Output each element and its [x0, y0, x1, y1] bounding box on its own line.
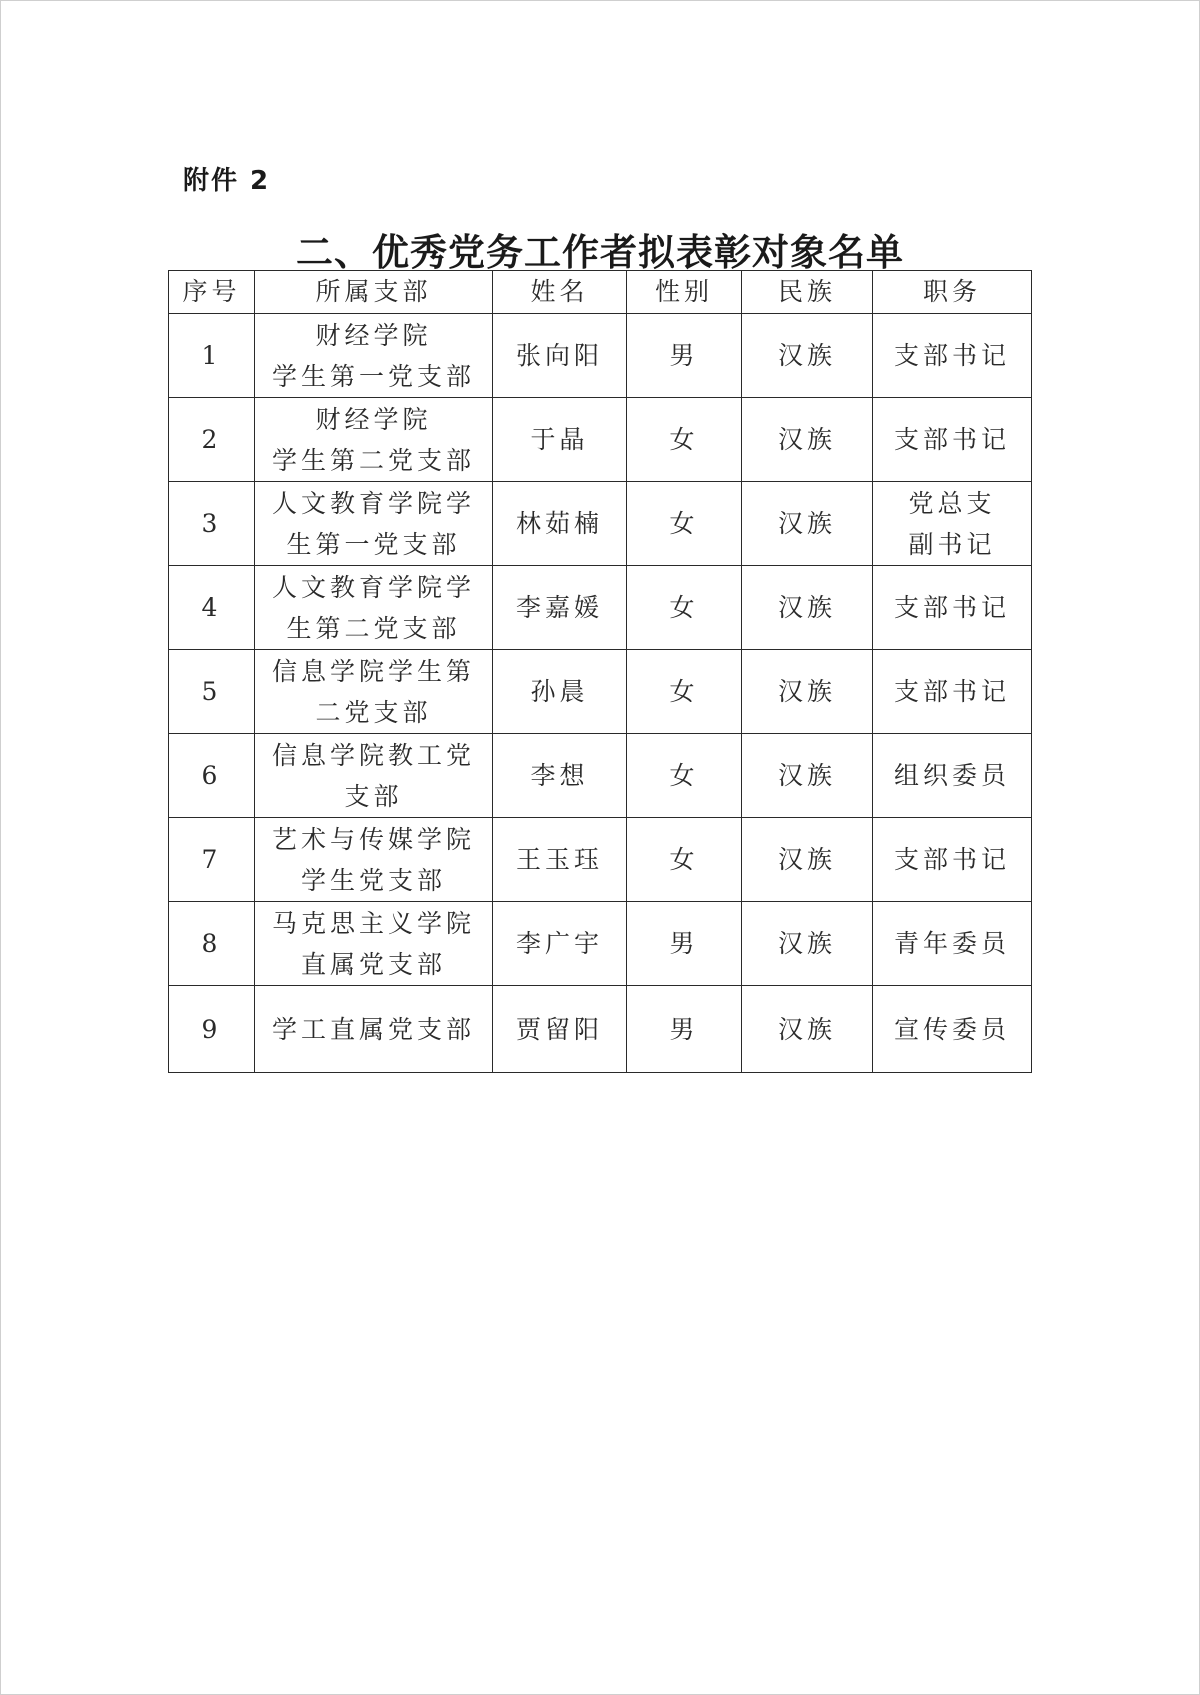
cell-ethnicity: 汉族: [742, 986, 873, 1073]
cell-ethnicity: 汉族: [742, 314, 873, 398]
branch-line: 学生党支部: [300, 865, 446, 895]
cell-ethnicity: 汉族: [742, 650, 873, 734]
branch-line: 直属党支部: [300, 949, 446, 979]
document-title: 二、优秀党务工作者拟表彰对象名单: [296, 231, 904, 274]
table-row: [169, 986, 1032, 1073]
cell-gender: 女: [627, 734, 742, 818]
cell-ethnicity: 汉族: [742, 818, 873, 902]
cell-ethnicity: 汉族: [742, 482, 873, 566]
branch-line: 学生第二党支部: [271, 445, 475, 475]
cell-ethnicity: 汉族: [742, 734, 873, 818]
cell-ethnicity: 汉族: [742, 902, 873, 986]
cell-gender: 女: [627, 482, 742, 566]
cell-branch: [255, 398, 493, 482]
cell-serial-number: 5: [169, 650, 255, 734]
cell-branch: [255, 650, 493, 734]
cell-branch: [255, 986, 493, 1073]
table-row: [169, 818, 1032, 902]
cell-gender: 女: [627, 818, 742, 902]
cell-gender: 女: [627, 398, 742, 482]
position-line: 副书记: [908, 529, 996, 559]
position-line: 支部书记: [893, 845, 1010, 874]
cell-branch: [255, 818, 493, 902]
position-line: 支部书记: [893, 677, 1010, 706]
table-row: [169, 734, 1032, 818]
cell-serial-number: 3: [169, 482, 255, 566]
cell-position: [873, 986, 1032, 1073]
cell-name: 张向阳: [493, 314, 627, 398]
cell-gender: 男: [627, 314, 742, 398]
cell-name: 孙晨: [493, 650, 627, 734]
branch-line: 财经学院: [315, 320, 432, 350]
cell-position: [873, 482, 1032, 566]
cell-branch: [255, 566, 493, 650]
branch-line: 学工直属党支部: [271, 1014, 475, 1044]
cell-gender: 女: [627, 650, 742, 734]
position-line: 党总支: [908, 488, 996, 518]
header-gender: 性别: [627, 271, 742, 314]
cell-gender: 男: [627, 986, 742, 1073]
cell-name: 李广宇: [493, 902, 627, 986]
header-ethnicity: 民族: [742, 271, 873, 314]
branch-line: 二党支部: [315, 697, 432, 727]
cell-ethnicity: 汉族: [742, 398, 873, 482]
branch-line: 财经学院: [315, 404, 432, 434]
cell-serial-number: 7: [169, 818, 255, 902]
cell-serial-number: 2: [169, 398, 255, 482]
table-row: [169, 650, 1032, 734]
header-serial-number: 序号: [169, 271, 255, 314]
cell-gender: 女: [627, 566, 742, 650]
attachment-label: 附件 2: [183, 166, 271, 196]
position-line: 支部书记: [893, 341, 1010, 370]
branch-line: 马克思主义学院: [271, 908, 475, 938]
branch-line: 信息学院教工党: [271, 740, 475, 770]
cell-position: [873, 818, 1032, 902]
branch-line: 人文教育学院学: [271, 572, 475, 602]
cell-name: 林茹楠: [493, 482, 627, 566]
cell-position: [873, 650, 1032, 734]
cell-serial-number: 9: [169, 986, 255, 1073]
awardee-table: [168, 270, 1032, 1073]
header-position: 职务: [873, 271, 1032, 314]
cell-ethnicity: 汉族: [742, 566, 873, 650]
cell-serial-number: 6: [169, 734, 255, 818]
cell-serial-number: 4: [169, 566, 255, 650]
header-branch: 所属支部: [255, 271, 493, 314]
cell-serial-number: 1: [169, 314, 255, 398]
cell-position: [873, 566, 1032, 650]
table-row: [169, 314, 1032, 398]
position-line: 青年委员: [893, 929, 1010, 958]
table-header-row: [169, 271, 1032, 314]
branch-line: 生第一党支部: [286, 529, 461, 559]
cell-gender: 男: [627, 902, 742, 986]
cell-branch: [255, 482, 493, 566]
branch-line: 学生第一党支部: [271, 361, 475, 391]
branch-line: 生第二党支部: [286, 613, 461, 643]
cell-position: [873, 734, 1032, 818]
position-line: 宣传委员: [893, 1014, 1010, 1044]
position-line: 支部书记: [893, 593, 1010, 622]
cell-branch: [255, 734, 493, 818]
cell-serial-number: 8: [169, 902, 255, 986]
branch-line: 支部: [344, 781, 403, 811]
cell-branch: [255, 314, 493, 398]
branch-line: 人文教育学院学: [271, 488, 475, 518]
header-name: 姓名: [493, 271, 627, 314]
cell-position: [873, 398, 1032, 482]
cell-branch: [255, 902, 493, 986]
table-body: [169, 314, 1032, 1073]
table-row: [169, 566, 1032, 650]
cell-position: [873, 314, 1032, 398]
table-row: [169, 398, 1032, 482]
branch-line: 艺术与传媒学院: [271, 824, 475, 854]
position-line: 组织委员: [893, 761, 1010, 790]
cell-position: [873, 902, 1032, 986]
branch-line: 信息学院学生第: [271, 656, 475, 686]
cell-name: 李想: [493, 734, 627, 818]
cell-name: 于晶: [493, 398, 627, 482]
position-line: 支部书记: [893, 425, 1010, 454]
cell-name: 李嘉媛: [493, 566, 627, 650]
cell-name: 贾留阳: [493, 986, 627, 1073]
table-row: [169, 902, 1032, 986]
cell-name: 王玉珏: [493, 818, 627, 902]
table-row: [169, 482, 1032, 566]
